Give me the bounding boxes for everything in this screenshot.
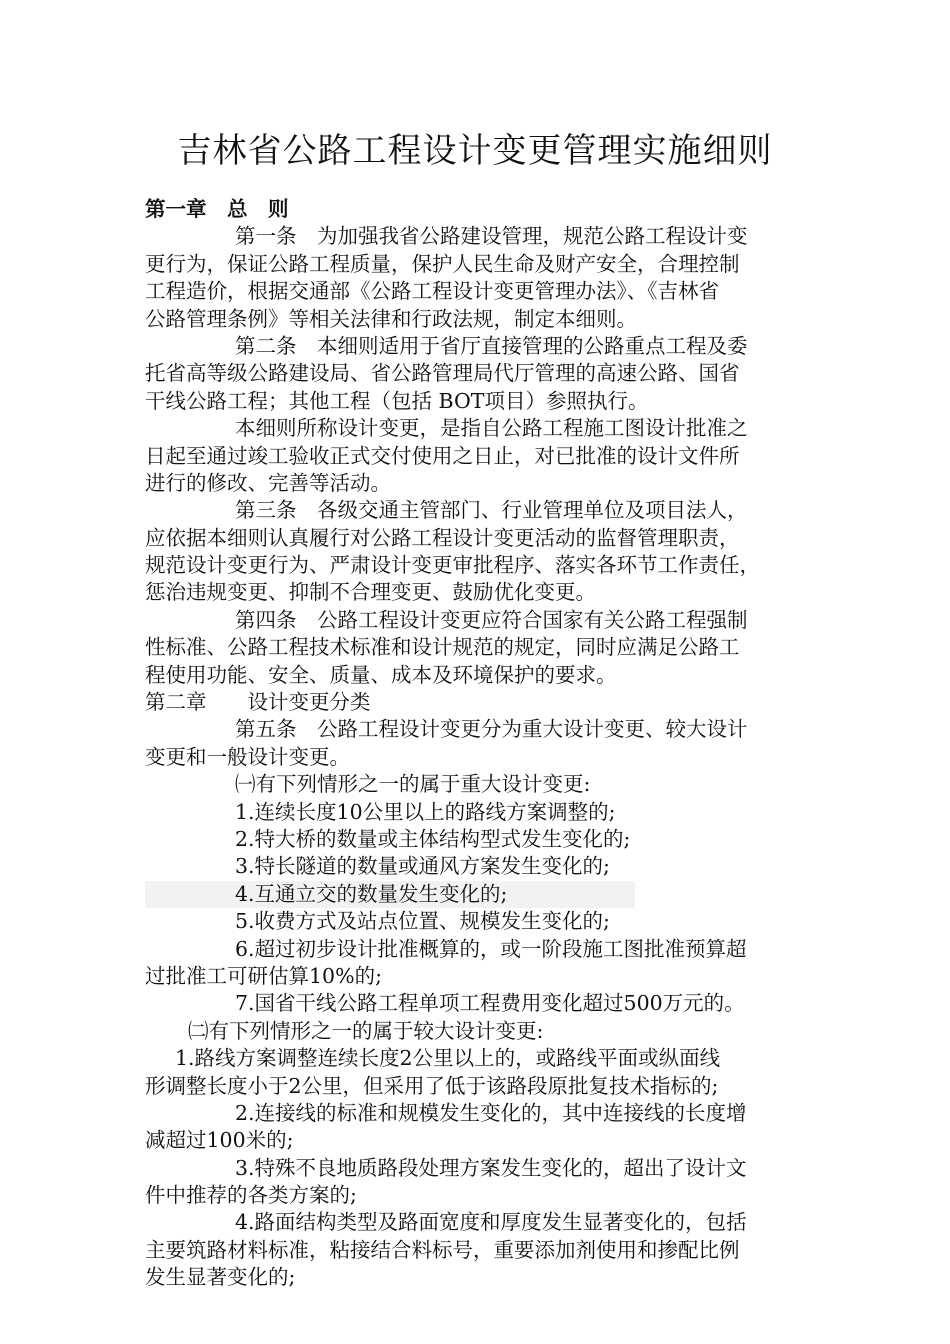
- paragraph-line: ㈠有下列情形之一的属于重大设计变更:: [235, 772, 591, 797]
- paragraph-line: 4.互通立交的数量发生变化的;: [145, 881, 635, 908]
- paragraph-line: 3.特长隧道的数量或通风方案发生变化的;: [235, 854, 610, 879]
- paragraph-line: 减超过100米的;: [145, 1128, 294, 1153]
- document-body: [145, 196, 805, 1292]
- paragraph-line: 2.特大桥的数量或主体结构型式发生变化的;: [235, 826, 631, 851]
- paragraph-line: 进行的修改、完善等活动。: [145, 470, 391, 495]
- paragraph-line: 本细则所称设计变更，是指自公路工程施工图设计批准之: [235, 416, 748, 441]
- paragraph-line: 规范设计变更行为、严肃设计变更审批程序、落实各环节工作责任，: [145, 553, 760, 578]
- paragraph-line: 第二条 本细则适用于省厅直接管理的公路重点工程及委: [235, 333, 748, 358]
- paragraph-line: 第一条 为加强我省公路建设管理，规范公路工程设计变: [235, 224, 748, 249]
- paragraph-line: 7.国省干线公路工程单项工程费用变化超过500万元的。: [235, 991, 745, 1016]
- paragraph-line: 变更和一般设计变更。: [145, 744, 350, 769]
- document-title: 吉林省公路工程设计变更管理实施细则: [177, 131, 773, 171]
- paragraph-line: 5.收费方式及站点位置、规模发生变化的;: [235, 909, 610, 934]
- paragraph-line: 1.路线方案调整连续长度2公里以上的，或路线平面或纵面线: [175, 1046, 721, 1071]
- paragraph-line: 主要筑路材料标准，粘接结合料标号，重要添加剂使用和掺配比例: [145, 1237, 740, 1262]
- paragraph-line: ㈡有下列情形之一的属于较大设计变更:: [188, 1018, 544, 1043]
- paragraph-line: 1.连续长度10公里以上的路线方案调整的;: [235, 799, 616, 824]
- paragraph-line: 应依据本细则认真履行对公路工程设计变更活动的监督管理职责，: [145, 525, 740, 550]
- paragraph-line: 公路管理条例》等相关法律和行政法规，制定本细则。: [145, 306, 637, 331]
- paragraph-line: 发生显著变化的;: [145, 1265, 296, 1290]
- paragraph-line: 第二章 设计变更分类: [145, 690, 371, 715]
- chapter-heading: 第一章 总 则: [145, 197, 289, 221]
- paragraph-line: 干线公路工程；其他工程（包括 BOT项目）参照执行。: [145, 388, 649, 413]
- paragraph-line: 性标准、公路工程技术标准和设计规范的规定，同时应满足公路工: [145, 635, 740, 660]
- paragraph-line: 件中推荐的各类方案的;: [145, 1183, 357, 1208]
- paragraph-line: 3.特殊不良地质路段处理方案发生变化的，超出了设计文: [235, 1155, 747, 1180]
- paragraph-line: 工程造价，根据交通部《公路工程设计变更管理办法》、《吉林省: [145, 279, 719, 304]
- paragraph-line: 第五条 公路工程设计变更分为重大设计变更、较大设计: [235, 717, 748, 742]
- paragraph-line: 更行为，保证公路工程质量，保护人民生命及财产安全，合理控制: [145, 251, 740, 276]
- paragraph-line: 第三条 各级交通主管部门、行业管理单位及项目法人，: [235, 498, 748, 523]
- paragraph-line: 2.连接线的标准和规模发生变化的，其中连接线的长度增: [235, 1100, 747, 1125]
- paragraph-line: 形调整长度小于2公里，但采用了低于该路段原批复技术指标的;: [145, 1073, 719, 1098]
- paragraph-line: 第四条 公路工程设计变更应符合国家有关公路工程强制: [235, 607, 748, 632]
- paragraph-line: 托省高等级公路建设局、省公路管理局代厅管理的高速公路、国省: [145, 361, 740, 386]
- paragraph-line: 6.超过初步设计批准概算的，或一阶段施工图批准预算超: [235, 936, 747, 961]
- paragraph-line: 4.路面结构类型及路面宽度和厚度发生显著变化的，包括: [235, 1210, 747, 1235]
- paragraph-line: 过批准工可研估算10%的;: [145, 963, 382, 988]
- paragraph-line: 日起至通过竣工验收正式交付使用之日止，对已批准的设计文件所: [145, 443, 740, 468]
- paragraph-line: 程使用功能、安全、质量、成本及环境保护的要求。: [145, 662, 617, 687]
- paragraph-line: 惩治违规变更、抑制不合理变更、鼓励优化变更。: [145, 580, 596, 605]
